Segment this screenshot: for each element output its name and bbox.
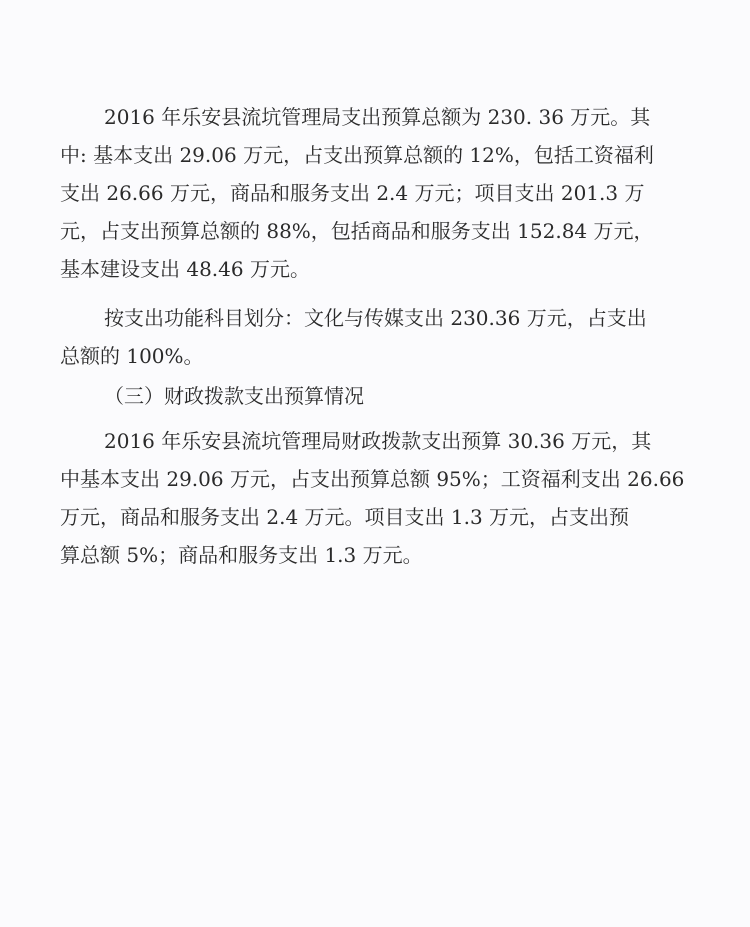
paragraph-3-line-3: 万元，商品和服务支出 2.4 万元。项目支出 1.3 万元，占支出预: [60, 505, 630, 529]
paragraph-1-line-3: 支出 26.66 万元，商品和服务支出 2.4 万元；项目支出 201.3 万: [60, 181, 645, 205]
paragraph-2-line-1: 按支出功能科目划分：文化与传媒支出 230.36 万元，占支出: [104, 306, 647, 330]
paragraph-3-line-4: 算总额 5%；商品和服务支出 1.3 万元。: [60, 543, 423, 567]
paragraph-3-line-1: 2016 年乐安县流坑管理局财政拨款支出预算 30.36 万元，其: [104, 429, 652, 453]
section-heading: （三）财政拨款支出预算情况: [104, 384, 364, 408]
paragraph-1-line-2: 中: 基本支出 29.06 万元，占支出预算总额的 12%，包括工资福利: [60, 143, 654, 167]
paragraph-1-line-1: 2016 年乐安县流坑管理局支出预算总额为 230. 36 万元。其: [104, 105, 651, 129]
paragraph-2-line-2: 总额的 100%。: [60, 344, 204, 368]
paragraph-3-line-2: 中基本支出 29.06 万元，占支出预算总额 95%；工资福利支出 26.66: [60, 467, 685, 491]
paragraph-1-line-5: 基本建设支出 48.46 万元。: [60, 257, 310, 281]
paragraph-1-line-4: 元，占支出预算总额的 88%，包括商品和服务支出 152.84 万元，: [60, 219, 654, 243]
